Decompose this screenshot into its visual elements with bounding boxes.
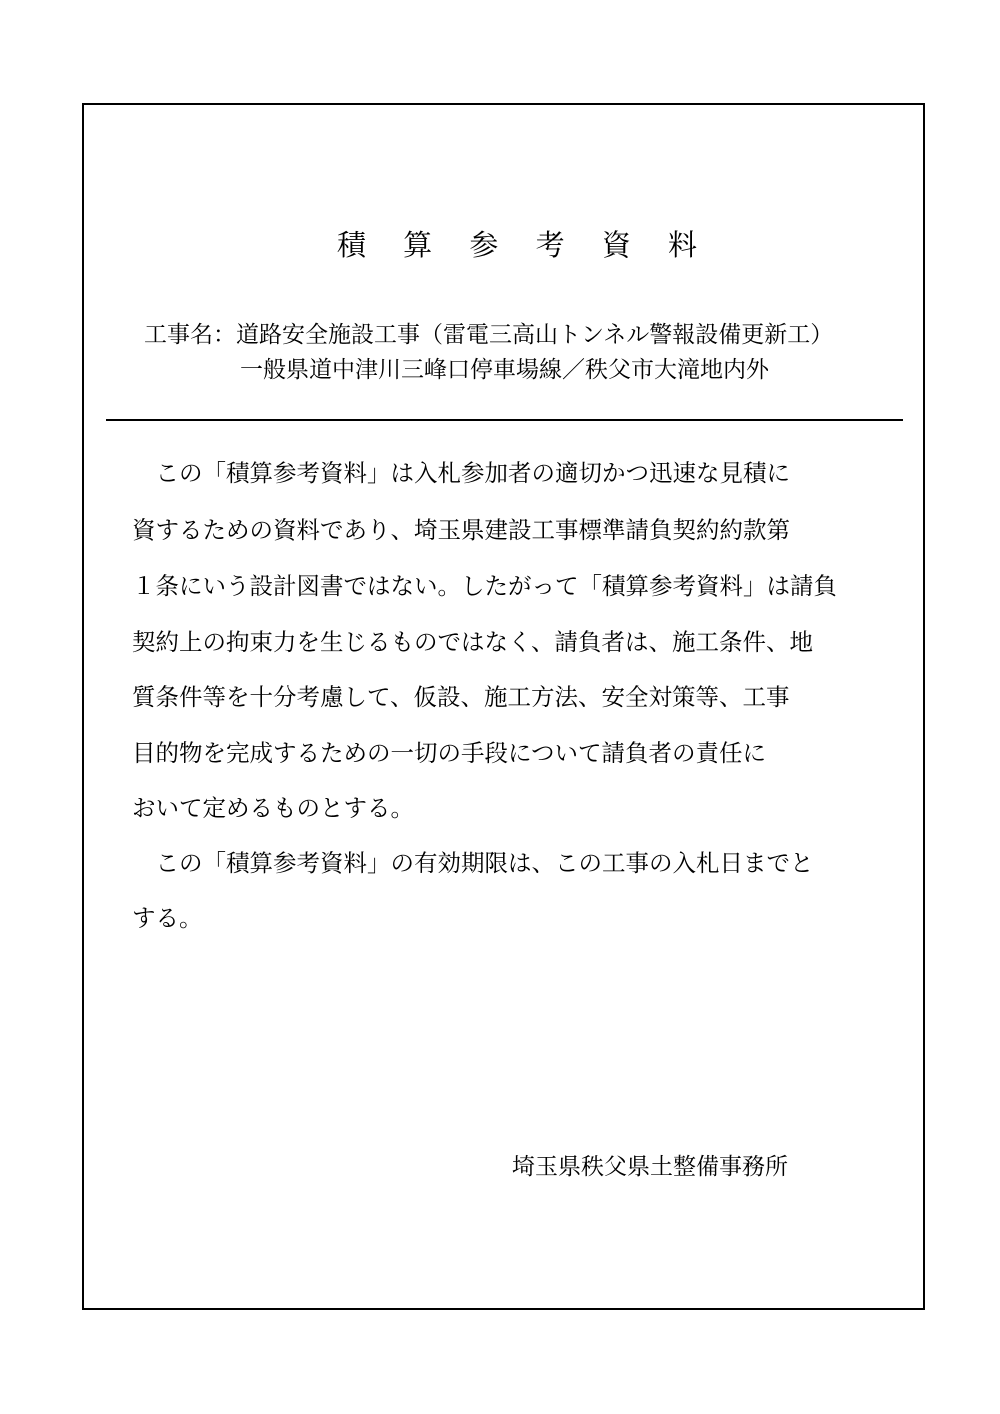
- body-line-3: １条にいう設計図書ではない。したがって「積算参考資料」は請負: [132, 572, 837, 600]
- document-title: 積 算 参 考 資 料: [336, 228, 712, 262]
- body-line-4: 契約上の拘束力を生じるものではなく、請負者は、施工条件、地: [132, 628, 814, 656]
- body-line-5: 質条件等を十分考慮して、仮設、施工方法、安全対策等、工事: [132, 683, 790, 711]
- body-line-7: おいて定めるものとする。: [132, 794, 414, 822]
- body-line-2: 資するための資料であり、埼玉県建設工事標準請負契約約款第: [132, 516, 790, 544]
- project-name-line2: 一般県道中津川三峰口停車場線／秩父市大滝地内外: [240, 357, 769, 383]
- body-line-9: する。: [132, 904, 203, 932]
- project-label: 工事名：: [144, 322, 236, 348]
- body-line-1: この「積算参考資料」は入札参加者の適切かつ迅速な見積に: [132, 459, 790, 487]
- body-line-6: 目的物を完成するための一切の手段について請負者の責任に: [132, 739, 767, 767]
- divider-line: [106, 419, 903, 421]
- issuing-office: 埼玉県秩父県土整備事務所: [512, 1154, 788, 1180]
- body-line-8: この「積算参考資料」の有効期限は、この工事の入札日までと: [132, 849, 814, 877]
- project-name-line1: 道路安全施設工事（雷電三高山トンネル警報設備更新工）: [236, 322, 834, 348]
